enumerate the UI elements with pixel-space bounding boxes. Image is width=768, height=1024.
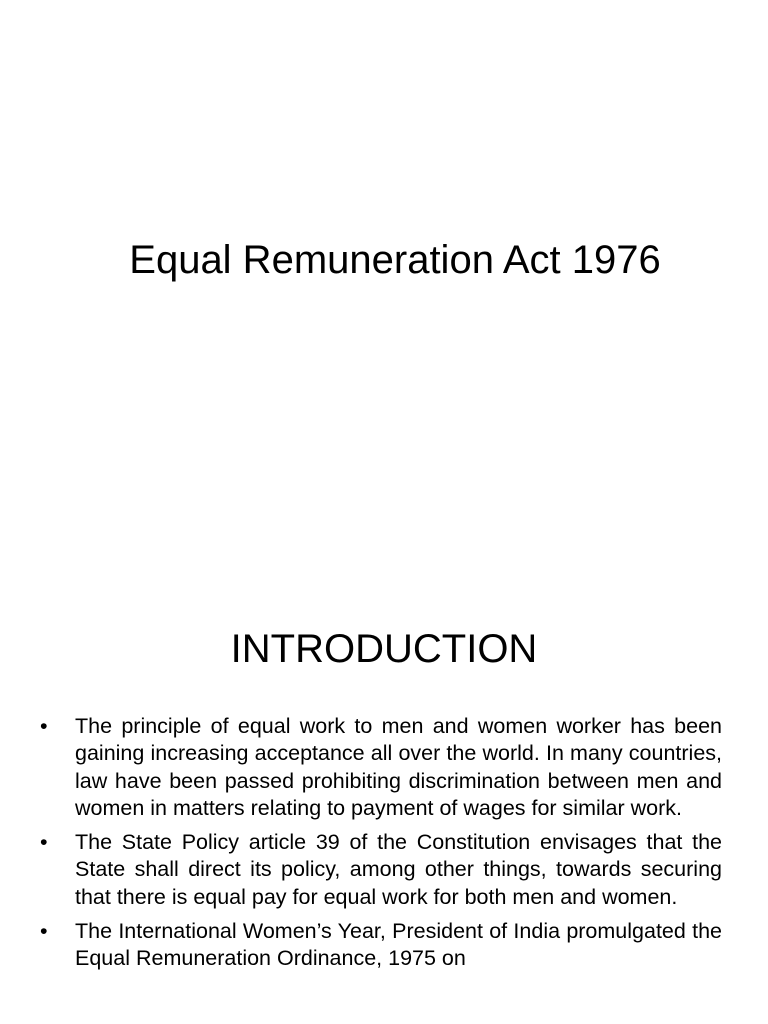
section-heading: INTRODUCTION <box>230 627 538 671</box>
bullet-item <box>40 829 722 911</box>
bullet-item <box>40 918 722 973</box>
slide-title: Equal Remuneration Act 1976 <box>129 238 661 282</box>
bullet-marker-icon: • <box>40 919 48 944</box>
bullet-text: The State Policy article 39 of the Constitution envisages that the State shall direct its policy, among other things, towards securing that there is equal pay for equal work for both men and women. <box>75 830 722 909</box>
bullet-text: The principle of equal work to men and women worker has been gaining increasing acceptance all over the world. In many countries, law have been passed prohibiting discrimination between men and women in matters relating to payment of wages for similar work. <box>75 714 722 820</box>
bullet-item <box>40 713 722 822</box>
bullet-marker-icon: • <box>40 714 48 738</box>
bullet-marker-icon: • <box>40 830 48 855</box>
introduction-slide <box>0 576 768 1024</box>
bullet-list <box>40 713 722 980</box>
bullet-text: The International Women’s Year, President of India promulgated the Equal Remuneration Ordinance, 1975 on <box>75 919 722 971</box>
